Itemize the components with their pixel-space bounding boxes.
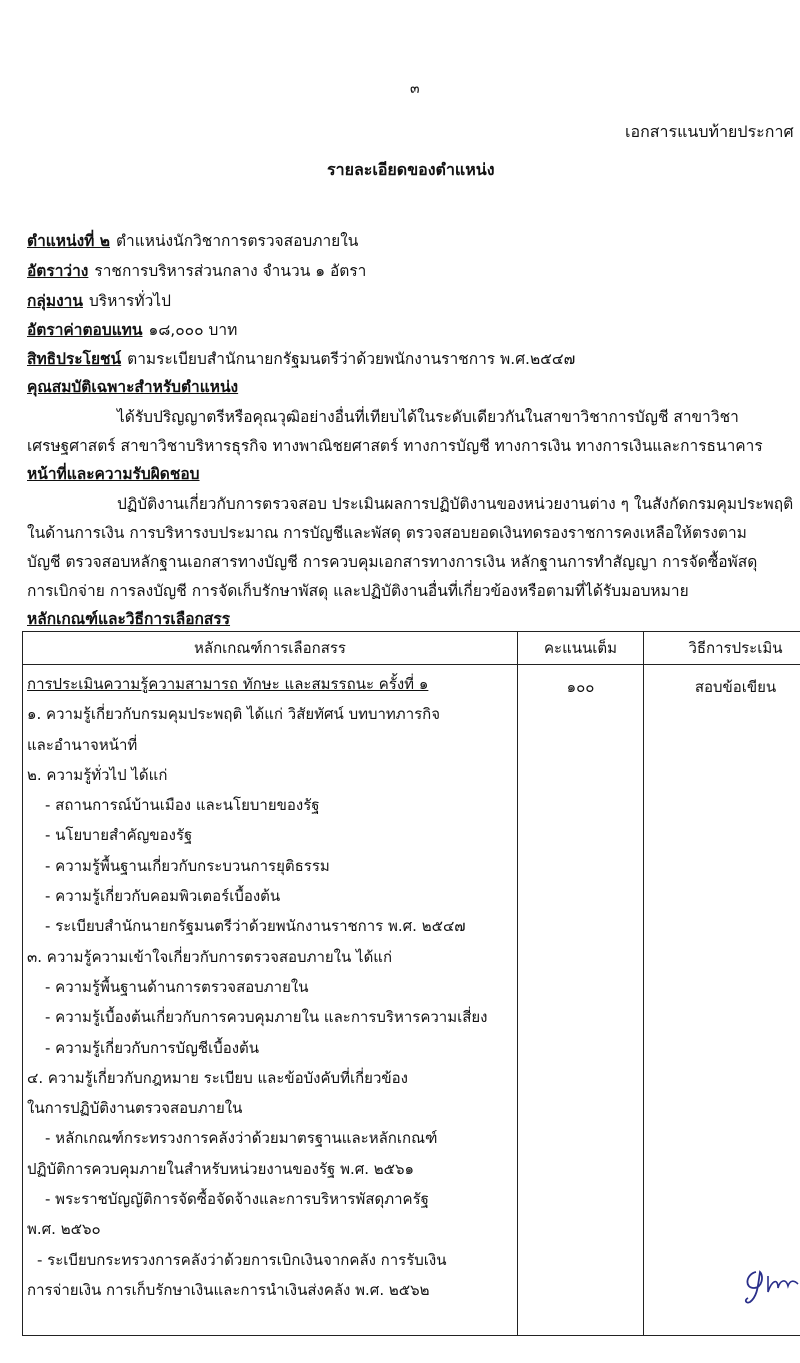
- criteria-line: - สถานการณ์บ้านเมือง และนโยบายของรัฐ: [45, 796, 320, 815]
- handwritten-signature: [742, 1262, 800, 1310]
- criteria-line: - ระเบียบกระทรวงการคลังว่าด้วยการเบิกเงินจากคลัง การรับเงิน: [37, 1250, 447, 1269]
- duties-line: ปฏิบัติงานเกี่ยวกับการตรวจสอบ ประเมินผลการปฏิบัติงานของหน่วยงานต่าง ๆ ในสังกัดกรมคุมประพฤติ: [117, 495, 794, 513]
- criteria-line: - พระราชบัญญัติการจัดซื้อจัดจ้างและการบริหารพัสดุภาครัฐ: [45, 1190, 429, 1209]
- criteria-line: - นโยบายสำคัญของรัฐ: [45, 826, 193, 845]
- qualifications-line: เศรษฐศาสตร์ สาขาวิชาบริหารธุรกิจ ทางพาณิชยศาสตร์ ทางการบัญชี ทางการเงิน ทางการเงินและการธนาคาร: [27, 437, 763, 455]
- table-header-row: [23, 632, 800, 665]
- criteria-line: ๔. ความรู้เกี่ยวกับกฎหมาย ระเบียบ และข้อบังคับที่เกี่ยวข้อง: [27, 1068, 408, 1087]
- selection-heading: หลักเกณฑ์และวิธีการเลือกสรร: [27, 610, 231, 628]
- criteria-line: ในการปฏิบัติงานตรวจสอบภายใน: [27, 1099, 243, 1118]
- criteria-line: - ความรู้เกี่ยวกับคอมพิวเตอร์เบื้องต้น: [45, 887, 281, 906]
- criteria-line: - ความรู้เกี่ยวกับการบัญชีเบื้องต้น: [45, 1038, 260, 1057]
- vacancy-label: อัตราว่าง: [27, 262, 89, 280]
- selection-table: [22, 631, 800, 1336]
- column-header-method: วิธีการประเมิน: [644, 632, 800, 665]
- salary-row: [27, 317, 237, 342]
- criteria-line: - ความรู้พื้นฐานด้านการตรวจสอบภายใน: [45, 977, 309, 996]
- criteria-line: - หลักเกณฑ์กระทรวงการคลังว่าด้วยมาตรฐานและหลักเกณฑ์: [45, 1129, 438, 1148]
- method-cell: [644, 665, 800, 1336]
- position-value: ตำแหน่งนักวิชาการตรวจสอบภายใน: [115, 232, 359, 250]
- criteria-line: - ระเบียบสำนักนายกรัฐมนตรีว่าด้วยพนักงานราชการ พ.ศ. ๒๕๔๗: [45, 917, 466, 936]
- qualifications-heading: คุณสมบัติเฉพาะสำหรับตำแหน่ง: [27, 378, 239, 396]
- work-group-label: กลุ่มงาน: [27, 292, 83, 310]
- document-title: รายละเอียดของตำแหน่ง: [327, 160, 495, 179]
- method-value: สอบข้อเขียน: [694, 678, 777, 696]
- benefits-value: ตามระเบียบสำนักนายกรัฐมนตรีว่าด้วยพนักงานราชการ พ.ศ.๒๕๔๗: [127, 350, 576, 368]
- criteria-line: พ.ศ. ๒๕๖๐: [27, 1220, 101, 1239]
- table-row: [23, 665, 800, 1336]
- criteria-line: ๒. ความรู้ทั่วไป ได้แก่: [27, 765, 168, 784]
- attachment-note: เอกสารแนบท้ายประกาศ: [625, 122, 794, 141]
- salary-value: ๑๘,๐๐๐ บาท: [148, 321, 238, 339]
- benefits-row: [27, 346, 575, 371]
- criteria-line: การประเมินความรู้ความสามารถ ทักษะ และสมรรถนะ ครั้งที่ ๑: [27, 675, 429, 693]
- salary-label: อัตราค่าตอบแทน: [27, 321, 143, 339]
- criteria-line: - ความรู้เบื้องต้นเกี่ยวกับการควบคุมภายใน และการบริหารความเสี่ยง: [45, 1008, 488, 1027]
- criteria-line: ๓. ความรู้ความเข้าใจเกี่ยวกับการตรวจสอบภายใน ได้แก่: [27, 947, 393, 966]
- criteria-line: ปฏิบัติการควบคุมภายในสำหรับหน่วยงานของรัฐ พ.ศ. ๒๕๖๑: [27, 1159, 415, 1178]
- criteria-line: - ความรู้พื้นฐานเกี่ยวกับกระบวนการยุติธรรม: [45, 856, 330, 875]
- work-group-value: บริหารทั่วไป: [88, 292, 171, 310]
- work-group-row: [27, 288, 171, 313]
- full-score-cell: [518, 665, 644, 1336]
- column-header-full-score: คะแนนเต็ม: [518, 632, 644, 665]
- qualifications-line: ได้รับปริญญาตรีหรือคุณวุฒิอย่างอื่นที่เทียบได้ในระดับเดียวกันในสาขาวิชาการบัญชี สาขาวิชา: [117, 408, 739, 426]
- criteria-line: และอำนาจหน้าที่: [27, 735, 138, 754]
- criteria-cell: [23, 665, 518, 1336]
- vacancy-row: [27, 258, 366, 283]
- page-number: ๓: [410, 81, 420, 97]
- duties-line: ในด้านการเงิน การบริหารงบประมาณ การบัญชีและพัสดุ ตรวจสอบยอดเงินทดรองราชการคงเหลือให้ตรงตาม: [27, 524, 747, 542]
- benefits-label: สิทธิประโยชน์: [27, 350, 122, 368]
- criteria-line: ๑. ความรู้เกี่ยวกับกรมคุมประพฤติ ได้แก่ วิสัยทัศน์ บทบาทภารกิจ: [27, 705, 441, 724]
- vacancy-value: ราชการบริหารส่วนกลาง จำนวน ๑ อัตรา: [94, 262, 367, 280]
- position-row: [27, 228, 358, 253]
- duties-line: บัญชี ตรวจสอบหลักฐานเอกสารทางบัญชี การควบคุมเอกสารทางการเงิน หลักฐานการทำสัญญา การจัดซื้อพัสดุ: [27, 553, 758, 571]
- duties-line: การเบิกจ่าย การลงบัญชี การจัดเก็บรักษาพัสดุ และปฏิบัติงานอื่นที่เกี่ยวข้องหรือตามที่ได้รับมอบหมาย: [27, 582, 689, 600]
- position-label: ตำแหน่งที่ ๒: [27, 232, 110, 250]
- duties-heading: หน้าที่และความรับผิดชอบ: [27, 465, 200, 483]
- full-score-value: ๑๐๐: [566, 678, 595, 696]
- criteria-line: การจ่ายเงิน การเก็บรักษาเงินและการนำเงินส่งคลัง พ.ศ. ๒๕๖๒: [27, 1280, 430, 1299]
- column-header-criteria: หลักเกณฑ์การเลือกสรร: [23, 632, 518, 665]
